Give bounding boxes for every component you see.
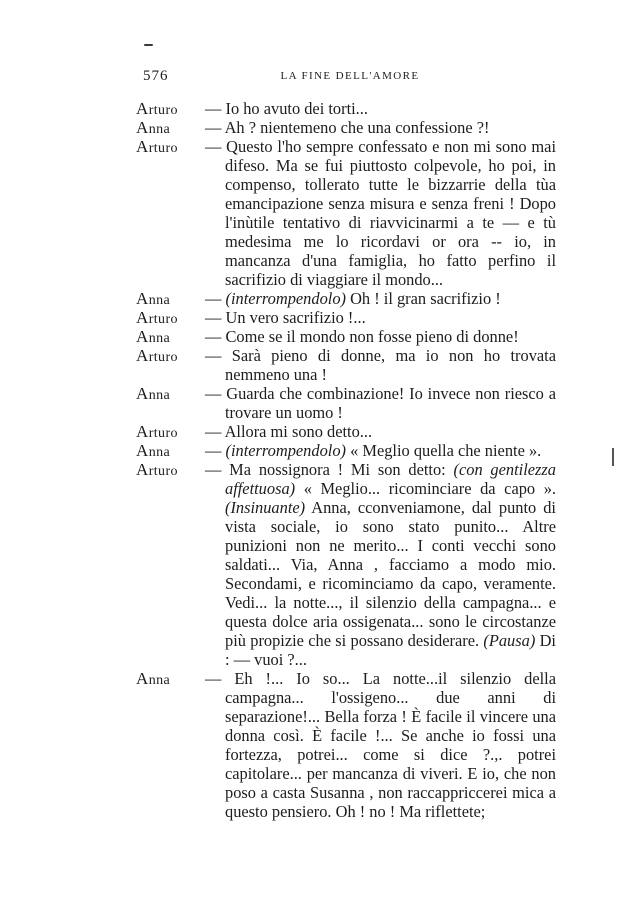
stage-direction: (Insinuante) [225,498,306,517]
spoken-text: — Questo l'ho sempre confessato e non mi sono mai difeso. Ma se fui piuttosto colpevole, ho poi, in compenso, tollerato tutte le bizzarrie della tùa emancipazione senza misura e senza freni ! Dopo l'inùtile tentativo di riavvicinarmi a te — e tù medesima me lo ricordavi or ora -- io, in mancanza d'una famiglia, ho fatto perfino il sacrifizio di viaggiare il mondo... [205,137,556,289]
spoken-text: « Meglio quella che niente ». [345,441,542,460]
page-number: 576 [143,68,169,84]
dialogue-text [205,669,556,821]
spoken-text: — [205,289,226,308]
speaker-name: Arturo [136,137,178,156]
dialogue-text [205,99,556,118]
dialogue-line [136,99,556,118]
dialogue-line [136,118,556,137]
speaker-name: Arturo [136,346,178,365]
dialogue-line [136,384,556,422]
spoken-text: — [205,441,226,460]
stage-direction: (interrompendolo) [225,441,346,460]
dialogue-line [136,327,556,346]
spoken-text: — Io ho avuto dei torti... [205,99,368,118]
dialogue-line [136,669,556,821]
dialogue-line [136,308,556,327]
spoken-text: Anna, cconveniamone, dal punto di vista sociale, io sono stato punito... Altre punizioni non ne merito... I conti vecchi sono saldati... Via, Anna , facciamo a modo mio. Secondami, e ricominciamo da capo, veramente. Vedi... la notte..., il silenzio della campagna... e questa dolce aria ossigenata... sono le circostanze più propizie che si possano desiderare. [225,498,556,650]
dialogue-line [136,137,556,289]
speaker-name: Anna [136,669,171,688]
spoken-text: Oh ! il gran sacrifizio ! [345,289,501,308]
speaker-name: Anna [136,289,171,308]
speaker-name: Arturo [136,460,178,479]
dialogue-line [136,460,556,669]
dialogue-text [205,422,556,441]
dialogue-line [136,346,556,384]
speaker-name: Anna [136,441,171,460]
margin-mark [612,448,614,466]
dialogue-text [205,346,556,384]
spoken-text: — Guarda che combinazione! Io invece non riesco a trovare un uomo ! [205,384,556,422]
spoken-text: Di : — vuoi ?... [225,631,556,669]
spoken-text: — Ah ? nientemeno che una confessione ?! [205,118,490,137]
speaker-name: Anna [136,327,171,346]
dialogue-text [205,137,556,289]
speaker-name: Anna [136,384,171,403]
speaker-name: Arturo [136,308,178,327]
stage-direction: (interrompendolo) [225,289,346,308]
speaker-name: Arturo [136,99,178,118]
spoken-text: — Come se il mondo non fosse pieno di donne! [205,327,519,346]
dialogue-text [205,441,556,460]
dialogue-text [205,308,556,327]
dialogue-text [205,118,556,137]
stage-direction: (Pausa) [483,631,536,650]
dialogue-text [205,327,556,346]
dialogue-text [205,289,556,308]
spoken-text: — Un vero sacrifizio !... [205,308,366,327]
spoken-text: « Meglio... ricominciare da capo ». [295,479,556,498]
dialogue-text [205,460,556,669]
stage-direction: (con gentilezza affettuosa) [225,460,556,498]
dialogue-line [136,289,556,308]
spoken-text: — Allora mi sono detto... [205,422,373,441]
dialogue-line [136,441,556,460]
spoken-text: — Sarà pieno di donne, ma io non ho trovata nemmeno una ! [205,346,556,384]
speaker-name: Anna [136,118,171,137]
stray-ink-mark [144,44,153,46]
dialogue [136,99,556,821]
speaker-name: Arturo [136,422,178,441]
spoken-text: — Eh !... Io so... La notte...il silenzio della campagna... l'ossigeno... due anni di separazione!... Bella forza ! È facile il vincere una donna così. È facile !... Se anche io fossi una fortezza, potrei... come si dice ?.,. potrei capitolare... per mancanza di viveri. E io, che non poso a casta Susanna , non raccappriccerei mica a questo pensiero. Oh ! no ! Ma riflettete; [205,669,556,821]
running-title: LA FINE DELL'AMORE [280,70,420,82]
dialogue-line [136,422,556,441]
spoken-text: — Ma nossignora ! Mi son detto: [205,460,454,479]
dialogue-text [205,384,556,422]
